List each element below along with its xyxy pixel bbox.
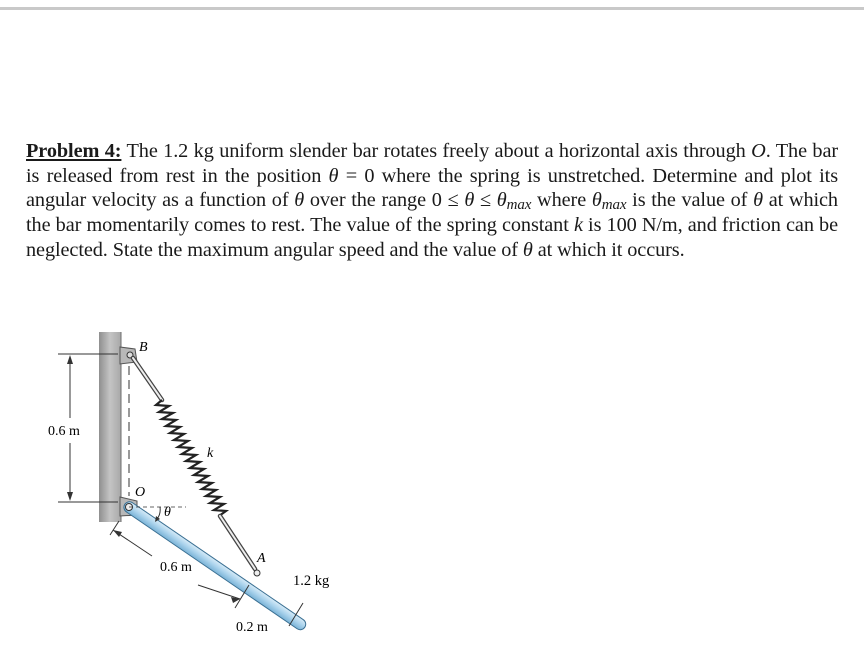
- subscript-max: max: [506, 197, 532, 214]
- label-k: k: [207, 446, 214, 461]
- theta-symbol: θ: [591, 189, 602, 212]
- text-segment: is the value of: [626, 189, 754, 212]
- wall: [99, 332, 121, 522]
- slender-bar: [122, 500, 308, 632]
- text-segment: ≤: [474, 189, 497, 212]
- text-segment: at which the bar momentarily comes to rest. The value of the spring constant: [26, 189, 838, 237]
- label-theta: θ: [164, 505, 171, 520]
- subscript-max: max: [601, 197, 627, 214]
- theta-symbol: θ: [753, 189, 763, 212]
- dim-arrow-up: [67, 355, 73, 364]
- label-a: A: [257, 551, 266, 566]
- spring-rod: [133, 358, 162, 400]
- theta-symbol: θ: [294, 189, 305, 212]
- axis-symbol: O: [751, 140, 766, 162]
- text-segment: The 1.2 kg uniform slender bar rotates freely about a horizontal axis through: [121, 140, 752, 162]
- label-b: B: [139, 340, 148, 355]
- theta-symbol: θ: [464, 189, 475, 212]
- dim-arrow-down: [67, 492, 73, 501]
- text-segment: where: [531, 189, 592, 212]
- theta-symbol: θ: [328, 164, 339, 187]
- theta-symbol: θ: [496, 189, 507, 212]
- dim-arrow: [113, 530, 122, 537]
- dim-end-label: 0.2 m: [236, 620, 268, 635]
- label-o: O: [135, 485, 146, 500]
- spring-rod: [220, 516, 255, 569]
- mass-label: 1.2 kg: [293, 573, 330, 589]
- spring-constant-symbol: k: [573, 214, 583, 237]
- dim-height-label: 0.6 m: [48, 424, 80, 439]
- text-segment: . The bar is released from rest in the position: [26, 140, 839, 187]
- theta-symbol: θ: [522, 238, 533, 261]
- text-segment: at which it occurs.: [532, 238, 685, 261]
- dim-bar-label: 0.6 m: [160, 560, 192, 575]
- pin-a: [254, 570, 260, 576]
- text-segment: over the range 0 ≤: [304, 189, 465, 212]
- text-segment: = 0 where the spring is unstretched. Determine and plot its angular velocity as a function of: [26, 164, 838, 212]
- spring: [156, 400, 226, 516]
- dim-line-bar: [198, 585, 240, 599]
- problem-label: Problem 4:: [26, 140, 122, 162]
- text-segment: is 100 N/m, and friction can be neglected. State the maximum angular speed and the value of: [26, 214, 838, 261]
